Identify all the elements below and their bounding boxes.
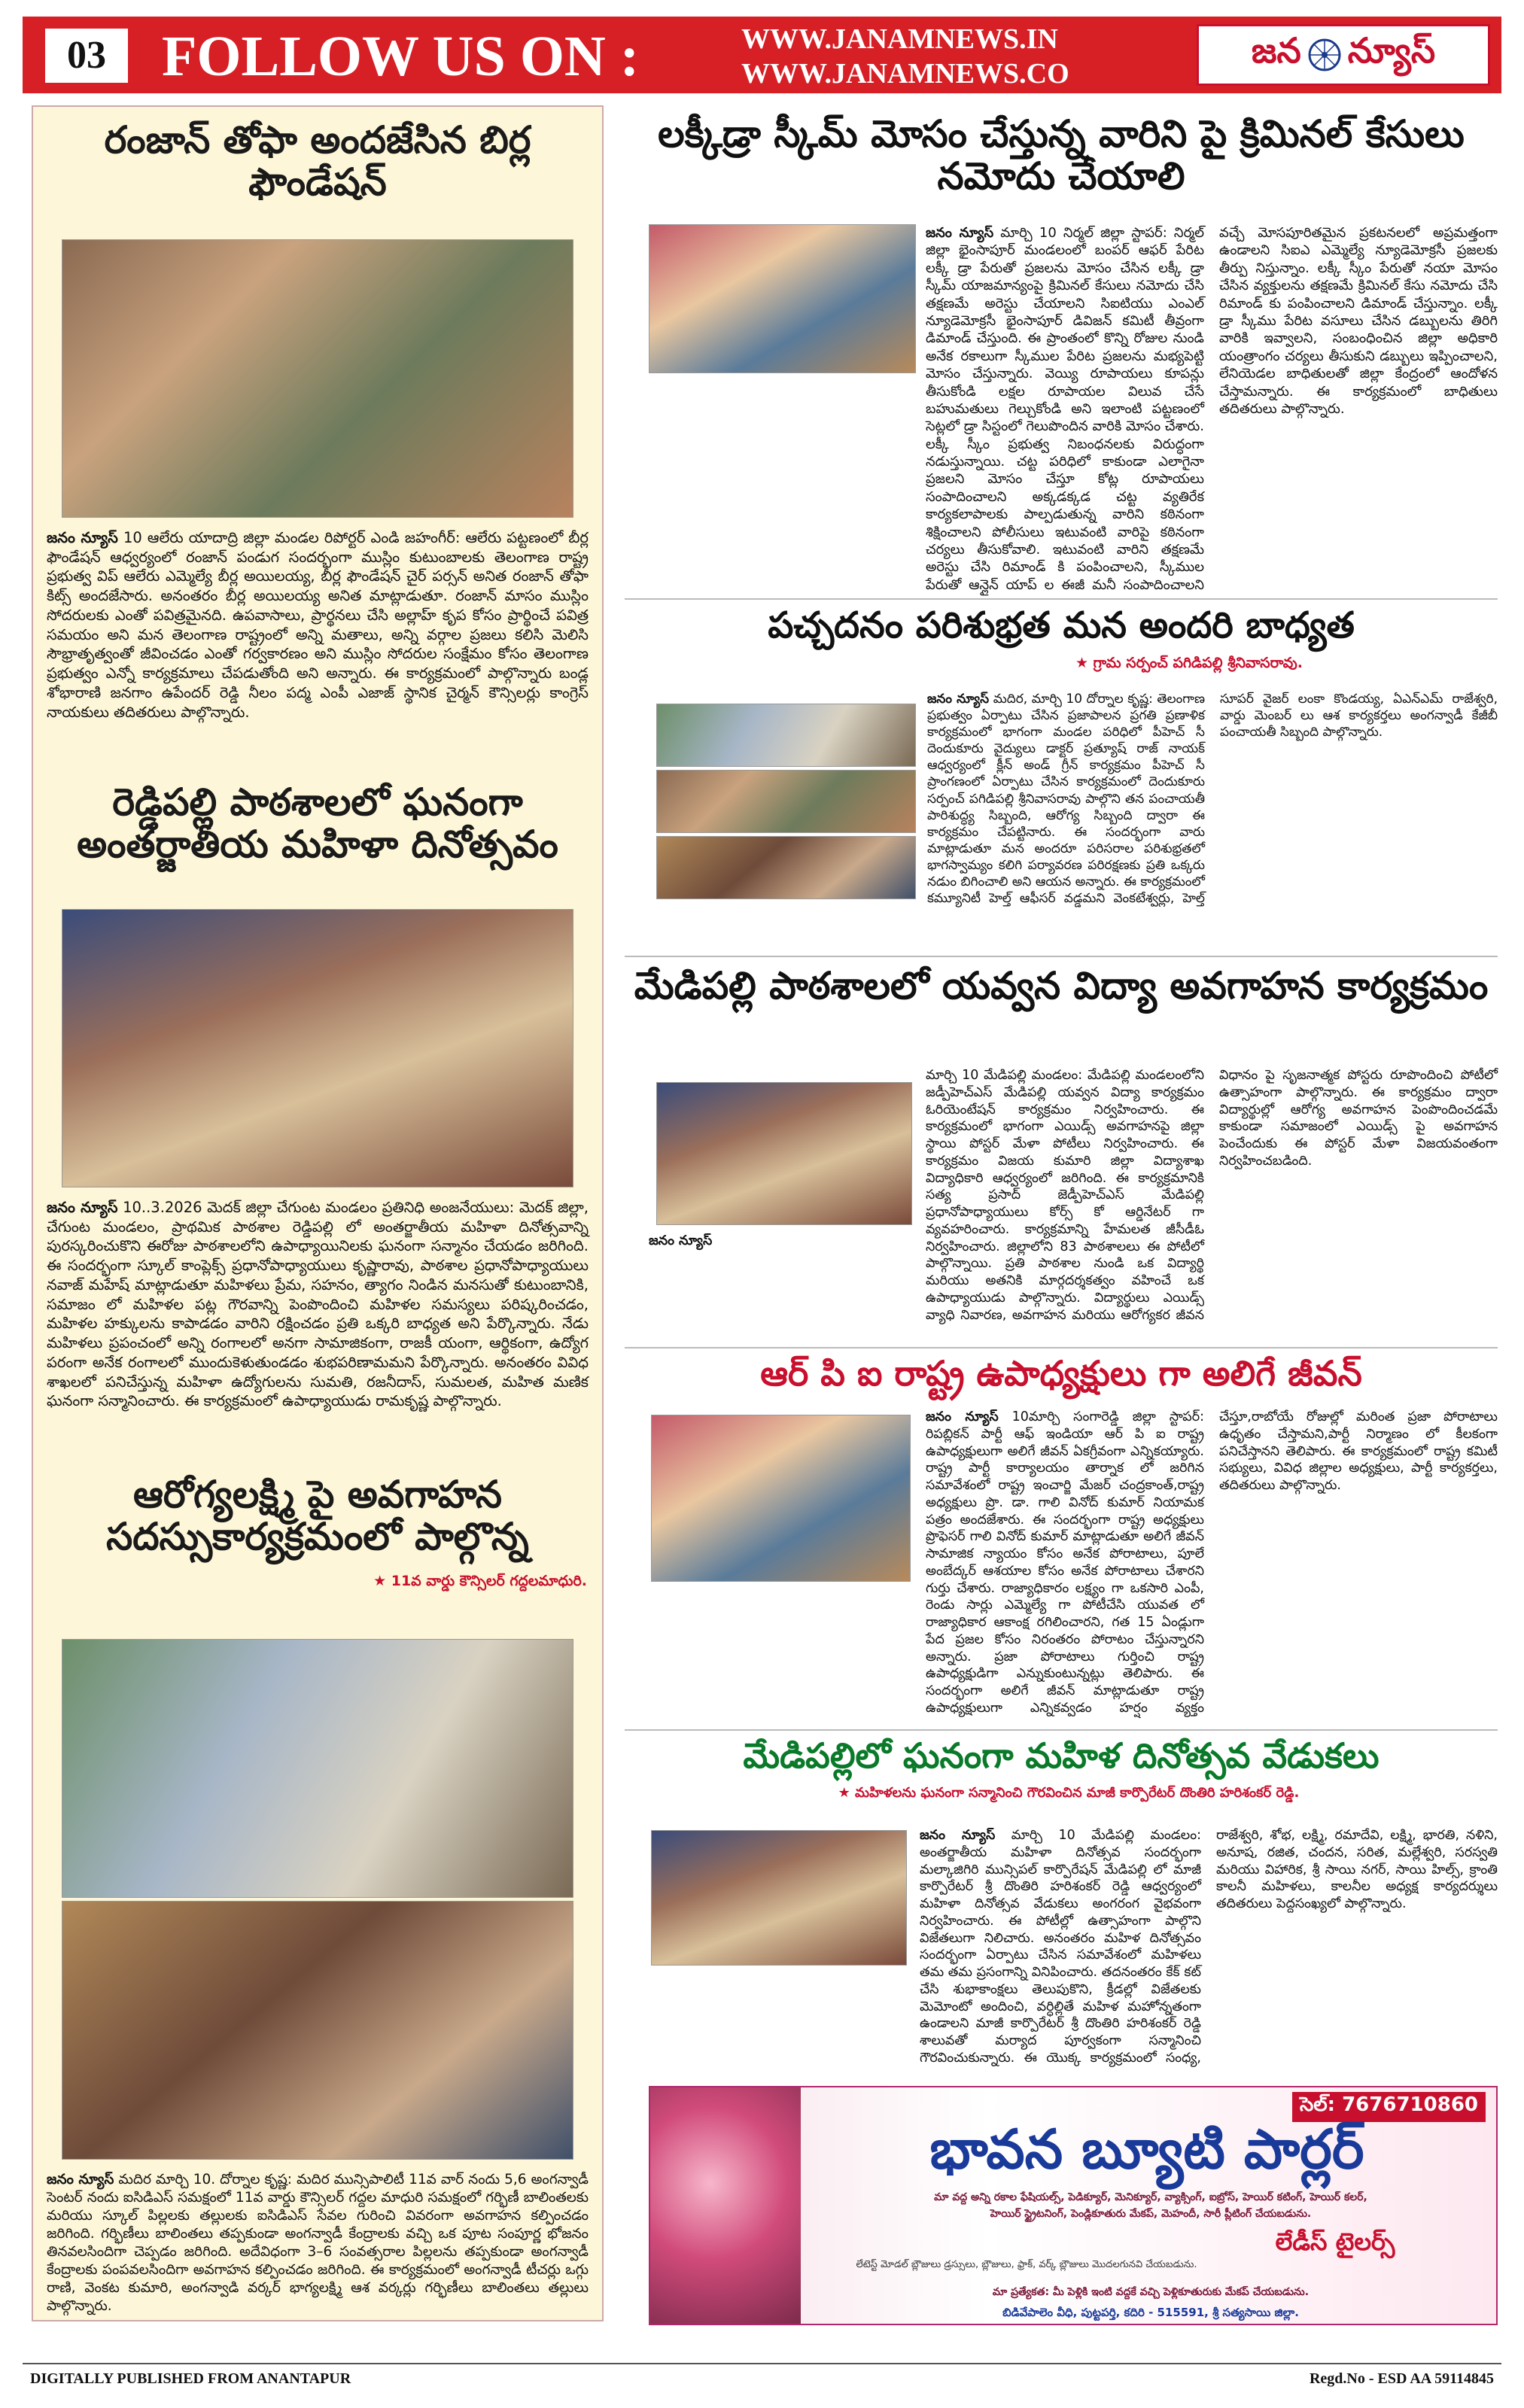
byline: జనం న్యూస్ — [926, 1409, 999, 1424]
article-body-pachadanam — [927, 691, 1498, 918]
website-link-co[interactable]: WWW.JANAMNEWS.CO — [741, 58, 1069, 90]
logo-text-left: జన — [1251, 30, 1301, 71]
article-body-ranzan — [47, 528, 589, 722]
article-title-reddipalli: రెడ్డిపల్లి పాఠశాలలో ఘనంగా అంతర్జాతీయ మహిళా దినోత్సవం — [77, 780, 558, 866]
ad-line-services: మా వద్ద అన్ని రకాల ఫేషియల్స్, పెడిక్యూర్, మెనిక్యూర్, వ్యాక్సింగ్, ఐబ్రోస్, హెయిర్ కటింగ్, హెయిర్ కలర్, — [934, 2191, 1367, 2203]
photo-ranzan-distribution — [62, 239, 573, 518]
article-body-rpi-cols — [926, 1409, 1498, 1717]
ad-address: బిడివేపాలెం వీధి, పుట్టపర్తి, కదిరి - 515591, శ్రీ సత్యసాయి జిల్లా. — [1002, 2306, 1299, 2319]
article-body-luckydraw — [926, 224, 1498, 600]
article-text: 10..3.2026 మెదక్ జిల్లా చేగుంట మండలం ప్రతినిధి అంజనేయులు: మెదక్ జిల్లా, చేగుంట మండలం, ప్రాథమిక పాఠశాల రెడ్డిపల్లి లో అంతర్జాతీయ మహిళా దినోత్సవాన్ని పురస్కరించుకొని ఈరోజు పాఠశాలలోని ఉపాధ్యాయినిలకు ఘనంగా సన్మానం చేయడం జరిగింది. ఈ సందర్భంగా స్కూల్ కాంప్లెక్స్ ప్రధానోపాధ్యాయులు కృష్ణారావు, పాఠశాల ప్రధానోపాధ్యాయులు నవాజ్ మహేష్ మాట్లాడుతూ మహిళలు ప్రేమ, సహనం, త్యాగం నిండిన మనసుతో కుటుంబానికి, సమాజం లో మహిళల పట్ల గౌరవాన్ని పెంపొందించి మహిళల సమస్యలు పరిష్కరించడం, మహిళల హక్కులను కాపాడడం వారిని రక్షించడం ప్రతి ఒక్కరి బాధ్యత అని పేర్కొన్నారు. నేడు మహిళలు ప్రపంచంలో అన్ని రంగాలలో అనగా సామాజికంగా, రాజకీ యంగా, ఆర్థికంగా, ఉద్యోగ పరంగా అనేక రంగాలలో ముందుకెళుతుండడం శుభపరిణామమని పేర్కొన్నారు. అనంతరం వివిధ శాఖలలో పనిచేస్తున్న మహిళా ఉద్యోగులను సుమతి, రజనీదాస్, సుమలత, మహిత మణిక ఘనంగా సన్మానించారు. ఈ కార్యక్రమంలో ఉపాధ్యాయుడు రామకృష్ణ పాల్గొన్నారు. — [47, 1199, 589, 1410]
footer-rule — [23, 2363, 1501, 2364]
photo-anganwadi-2 — [62, 1901, 573, 2160]
byline: జనం న్యూస్ — [649, 1233, 713, 1248]
photo-clean-green-2 — [656, 770, 916, 833]
footer-publisher: DIGITALLY PUBLISHED FROM ANANTAPUR — [30, 2370, 351, 2387]
ad-flower-image — [650, 2087, 801, 2325]
photo-poster-mela — [656, 1082, 912, 1225]
article-title-medipalli-youth: మేడిపల్లి పాఠశాలలో యవ్వన విద్యా అవగాహన కార్యక్రమం — [634, 964, 1489, 1008]
article-text: మదిర, మార్చి 10 దోర్నాల కృష్ణ: తెలంగాణ ప్రభుత్వం ఏర్పాటు చేసిన ప్రజాపాలన ప్రగతి ప్రణాళిక కార్యక్రమంలో భాగంగా మండల పరిధిలో పీహెచ్ సీ దెందుకూరు వైద్యులు డాక్టర్ ప్రత్యూష్ రాజ్ నాయక్ ఆధ్వర్యంలో క్లీన్ అండ్ గ్రీన్ కార్యక్రమం పీహెచ్ సీ ప్రాంగణంలో ఏర్పాటు చేసిన కార్యక్రమంలో దెందుకూరు సర్పంచ్ పగిడిపల్లి శ్రీనివాసరావు పాల్గొని తన పంచాయతీ పారిశుద్ధ్య సిబ్బంది, ఆరోగ్య సిబ్బంది ద్వారా ఈ కార్యక్రమం చేపట్టినారు. ఈ సందర్భంగా వారు మాట్లాడుతూ మన అందరూ పరిసరాల పరిశుభ్రతలో భాగస్వామ్యం కలిగి పర్యావరణ పరిరక్షణకు ప్రతి ఒక్కరు నడుం బిగించాలి అని ఆయన అన్నారు. ఈ కార్యక్రమంలో కమ్యూనిటీ హెల్త్ ఆఫీసర్ వడ్డమని వెంకటేశ్వర్లు, హెల్త్ సూపర్ వైజర్ లంకా కొండయ్య, ఏఎన్ఎమ్ రాజేశ్వరి, వార్డు మెంబర్ లు ఆశ కార్యకర్తలు అంగన్వాడీ కేజీబీ పంచాయతీ సిబ్బంది పాల్గొన్నారు. — [927, 692, 1498, 907]
ad-line-tailoring: లేటెస్ట్ మోడల్ బ్లౌజులు డ్రస్సులు, బ్లౌజులు, ఫ్రాక్, వర్క్ బ్లౌజులు మొదలగునవి చేయబడును. — [856, 2259, 1197, 2270]
article-text: 10మార్చి సంగారెడ్డి జిల్లా స్టాపర్: రిపబ్లికన్ పార్టీ ఆఫ్ ఇండియా ఆర్ పి ఐ రాష్ట్ర ఉపాధ్యక్షులుగా అలిగే జీవన్ ఏకగ్రీవంగా ఎన్నికయ్యారు. రాష్ట్ర పార్టీ కార్యాలయం తార్నాక లో జరిగిన సమావేశంలో రాష్ట్ర ఇంచార్జి మేజర్ చంద్రకాంత్,రాష్ట్ర అధ్యక్షులు ప్రొ. డా. గాలి వినోద్ కుమార్ నియామక పత్రం అందజేశారు. ఈ సందర్భంగా రాష్ట్ర అధ్యక్షులు ప్రొఫెసర్ గాలి వినోద్ కుమార్ మాట్లాడుతూ అలిగే జీవన్ సామాజిక న్యాయం కోసం అనేక పోరాటాలు, పూలే అంబేద్కర్ ఆశయాల కోసం అనేక పోరాటాలు చేశారని గుర్తు చేశారు. రాజ్యాధికారం లక్ష్యం గా ఒకసారి ఎంపీ, రెండు సార్లు ఎమ్మెల్యే గా పోటీచేసి యువత లో రాజ్యాధికార ఆకాంక్ష రగిలించారని, గత 15 ఏండ్లుగా పేద ప్రజల కోసం నిరంతరం పోరాటం చేస్తున్నారని అన్నారు. ప్రజా పోరాటాలు గుర్తించి రాష్ట్ర ఉపాధ్యక్షుడిగా ఎన్నుకుంటున్నట్లు తెలిపారు. ఈ సందర్భంగా అలిగే జీవన్ మాట్లాడుతూ రాష్ట్ర ఉపాధ్యక్షులుగా ఎన్నికవ్వడం హర్షం వ్యక్తం చేస్తూ,రాబోయే రోజుల్లో మరింత ప్రజా పోరాటాలు ఉధృతం చేస్తామని,పార్టీ నిర్మాణం లో కీలకంగా పనిచేస్తానని తెలిపారు. ఈ కార్యక్రమంలో రాష్ట్ర కమిటీ సభ్యులు, వివిధ జిల్లాల అధ్యక్షులు, పార్టీ కార్యకర్తలు, తదితరులు పాల్గొన్నారు. — [926, 1409, 1498, 1716]
logo — [1197, 24, 1490, 86]
article-title-luckydraw: లక్కీడ్రా స్కీమ్ మోసం చేస్తున్న వారిని పై క్రిమినల్ కేసులు నమోదు చేయాలి — [658, 112, 1465, 198]
ad-title: భావన బ్యూటి పార్లర్ — [929, 2118, 1364, 2181]
article-title-rpi: ఆర్ పి ఐ రాష్ట్ర ఉపాధ్యక్షులు గా అలిగే జీవన్ — [760, 1353, 1362, 1394]
photo-rpi-appointment — [651, 1415, 911, 1582]
photo-womens-day-group — [651, 1830, 907, 1966]
article-text: 10 ఆలేరు యాదాద్రి జిల్లా మండల రిపోర్టర్ ఎండి జహంగీర్: ఆలేరు పట్టణంలో బీర్ల ఫౌండేషన్ ఆధ్వర్యంలో రంజాన్ పండుగ సందర్భంగా ముస్లిం కుటుంబాలకు తెలంగాణ రాష్ట్ర ప్రభుత్వ విప్ ఆలేరు ఎమ్మెల్యే బీర్ల అయిలయ్య, బీర్ల ఫౌండేషన్ చైర్ పర్సన్ అనిత రంజాన్ తోఫా కిట్స్ అందజేసారు. అనంతరం బీర్ల అయిలయ్య అనిత మాట్లాడుతూ. రంజాన్ మాసం ముస్లిం సోదరులకు ఎంతో పవిత్రమైనది. ఉపవాసాలు, ప్రార్థనలు చేసి అల్లాహ్ కృప కోసం ప్రార్థించే పవిత్ర సమయం అని మన తెలంగాణ రాష్ట్రంలో అన్ని మతాలు, అన్ని వర్గాల ప్రజలు కలిసి మెలిసి సౌభ్రాతృత్వంతో జీవించడం ఎంతో గర్వకారణం అని ముస్లిం సోదరుల సంక్షేమం కోసం తెలంగాణ ప్రభుత్వం ఎన్నో కార్యక్రమాలు చేపడుతోంది అని అన్నారు. ఈ కార్యక్రమంలో పాల్గొన్నారు బండ్ల శోభారాణి జనగాం ఉపేందర్ రెడ్డి నీలం పద్మ ఎంపీ ఎజాజ్ స్థానిక చైర్మన్ కౌన్సిలర్లు కాంగ్రెస్ నాయకులు తదితరులు పాల్గొన్నారు. — [47, 529, 589, 721]
byline: జనం న్యూస్ — [926, 225, 994, 241]
article-text: మార్చి 10 నిర్మల్ జిల్లా స్టాపర్: నిర్మల్ జిల్లా భైంసాపూర్ మండలంలో బంపర్ ఆఫర్ పేరిట లక్కీ డ్రా పేరుతో ప్రజలను మోసం చేసిన లక్కీ డ్రా స్కీమ్ యాజమాన్యంపై క్రిమినల్ కేసులు నమోదు చేసి తక్షణమే అరెస్టు చేయాలని సిఐటియు ఎంఎల్ న్యూడెమోక్రసీ భైంసాపూర్ డివిజన్ కమిటీ తీవ్రంగా డిమాండ్ చేస్తుంది. ఈ ప్రాంతంలో కొన్ని రోజుల నుండి అనేక రకాలుగా స్కీముల పేరిట ప్రజలను మభ్యపెట్టి మోసం చేస్తున్నారు. వెయ్యి రూపాయలు కూపన్లు తీసుకోండి లక్షల రూపాయల విలువ చేసే బహుమతులు గెల్చుకోండి అని ఇలాంటి పట్టణంలో సెట్లలో డ్రా సిస్టంలో గెలుపొందిన వారికి మోసం చేశారు. లక్కీ స్కీం ప్రభుత్వ నిబంధనలకు విరుద్ధంగా నడుస్తున్నాయి. చట్ట పరిధిలో కాకుండా ఎలాగైనా ప్రజలని మోసం చేస్తూ కోట్ల రూపాయలు సంపాదించాలని అక్కడక్కడ చట్ట వ్యతిరేక కార్యకలాపాలకు పాల్పడుతున్న వారిని కఠినంగా శిక్షించాలని పోలీసులు ఇటువంటి వారిపై కఠినంగా చర్యలు తీసుకోవాలి. ఇటువంటి వారిని తక్షణమే అరెస్టు చేసి రిమాండ్ కి పంపించాలని, స్కీముల పేరుతో ఆన్లైన్ యాప్ ల ఈజీ మనీ సంపాదించాలని వచ్చే మోసపూరితమైన ప్రకటనలలో అప్రమత్తంగా ఉండాలని సిఐఎ ఎమ్మెల్యే న్యూడెమోక్రసీ ప్రజలకు తీర్పు నిస్తున్నాం. లక్కీ స్కీం పేరుతో నయా మోసం చేసిన వ్యక్తులను తక్షణమే క్రిమినల్ కేసు నమోదు చేసి రిమాండ్ కు పంపించాలని డిమాండ్ చేస్తున్నాం. లక్కీ డ్రా స్కీము పేరిట వసూలు చేసిన డబ్బులను తిరిగి వారికి ఇవ్వాలని, సంబంధించిన జిల్లా అధికారి యంత్రాంగం చర్యలు తీసుకుని డబ్బులు ఇప్పించాలని, లేనియెడల బాధితులతో జిల్లా కేంద్రంలో ఆందోళన చేస్తామన్నారు. ఈ కార్యక్రమంలో బాధితులు తదితరులు పాల్గొన్నారు. — [926, 225, 1498, 593]
article-subline-pachadanam: ★ గ్రామ సర్పంచ్ పగిడిపల్లి శ్రీనివాసరావు. — [1075, 655, 1303, 671]
photo-anganwadi-1 — [62, 1639, 573, 1898]
photo-iftu-meeting — [649, 224, 916, 373]
ad-beauty-parlour — [649, 2086, 1498, 2325]
photo-clean-green-1 — [656, 704, 916, 767]
article-body-arogyalakshmi — [47, 2171, 589, 2315]
article-title-pachadanam: పచ్చదనం పరిశుభ్రత మన అందరి బాధ్యత — [768, 604, 1355, 646]
article-text: మార్చి 10 మేడిపల్లి మండలం: అంతర్జాతీయ మహిళా దినోత్సవ సందర్భంగా మల్కాజిగిరి మున్సిపల్ కార్పొరేషన్ మేడిపల్లి లో మాజీ కార్పొరేటర్ శ్రీ దొంతిరి హరిశంకర్ రెడ్డి ఆధ్వర్యంలో మహిళా దినోత్సవ వేడుకలు అంగరంగ వైభవంగా నిర్వహించారు. ఈ పోటీల్లో ఉత్సాహంగా పాల్గొని విజేతలుగా నిలిచారు. అనంతరం మహిళ దినోత్సవం సందర్భంగా ఏర్పాటు చేసిన సమావేశంలో మహిళలు తమ తమ ప్రసంగాన్ని వినిపించారు. తదనంతరం కేక్ కట్ చేసి శుభాకాంక్షలు తెలుపుకొని, క్రీడల్లో విజేతలకు మెమోంటో అందించి, వర్ధిల్లితే మహిళ మహోన్నతంగా ఉండాలని మాజీ కార్పొరేటర్ శ్రీ దొంతిరి హరిశంకర్ రెడ్డి శాలువతో మర్యాద పూర్వకంగా సన్మానించి గౌరవించుకున్నారు. ఈ యొక్క కార్యక్రమంలో సంధ్య, రాజేశ్వరి, శోభ, లక్ష్మి, రమాదేవి, లక్ష్మి, భారతి, నళిని, అనూష, రజిత, చందన, సరిత, మల్లేశ్వరి, సరస్వతి మరియు విహారిక, శ్రీ సాయి నగర్, సాయి హిల్స్, క్రాంతి కాలనీ మహిళలు, కాలనీల అధ్యక్ష కార్యదర్శులు తదితరులు పెద్దసంఖ్యలో పాల్గొన్నారు. — [920, 1828, 1498, 2066]
byline: జనం న్యూస్ — [47, 529, 118, 546]
section-divider — [625, 1729, 1498, 1731]
chakra-icon — [1307, 38, 1342, 72]
photo-clean-green-3 — [656, 836, 916, 899]
article-body-medipalli-youth-cols — [926, 1067, 1498, 1334]
article-title-medipalli-womens-day: మేడిపల్లిలో ఘనంగా మహిళ దినోత్సవ వేడుకలు — [743, 1735, 1380, 1776]
follow-us-label: FOLLOW US ON : — [162, 25, 640, 88]
article-title-ranzan: రంజాన్ తోఫా అందజేసిన బిర్ల ఫౌండేషన్ — [104, 118, 531, 204]
ad-line-services-2: హెయిర్ స్ట్రైటనింగ్, పెండ్లికూతురు మేకప్, మెహందీ, సారీ ప్లీటింగ్ చేయబడును. — [990, 2208, 1312, 2220]
website-link-in[interactable]: WWW.JANAMNEWS.IN — [741, 23, 1058, 55]
article-body-womens-day-cols — [920, 1827, 1498, 2083]
article-text: మదిర మార్చి 10. దోర్నాల కృష్ణ: మదిర మున్సిపాలిటీ 11వ వార్ నందు 5,6 అంగన్వాడీ సెంటర్ నందు ఐసిడిఎస్ సమక్షంలో 11వ వార్డు కౌన్సిలర్ గద్దల మాధురి సమక్షంలో గర్భిణీ బాలింతలకు మరియు స్కూల్ పిల్లలకు తల్లులకు ఐసిడిఎస్ సేవల గురించి వివరంగా అవగాహన కల్పించడం జరిగింది. గర్భిణీలు బాలింతలు తప్పకుండా అంగన్వాడీ కేంద్రాలకు వచ్చి ఒక పూట సంపూర్ణ భోజనం తినవలసిందిగా చెప్పడం జరిగింది. అదేవిధంగా 3–6 సంవత్సరాల పిల్లలను తప్పకుండా అంగన్వాడీ కేంద్రాలకు పంపవలసిందిగా అవగాహన కల్పించడం జరిగింది. ఈ కార్యక్రమంలో అంగన్వాడీ టీచర్లు ఒగ్గు రాణి, వెంకట కుమారి, అంగన్వాడి వర్కర్ భాగ్యలక్ష్మి ఆశ వర్కర్లు గర్భిణీలు బాలింతలు తల్లులు పాల్గొన్నారు. — [47, 2172, 589, 2315]
article-body-reddipalli — [47, 1198, 589, 1411]
article-subline-medipalli-womens-day: ★ మహిళలను ఘనంగా సన్మానించి గౌరవించిన మాజీ కార్పొరేటర్ దొంతిరి హరిశంకర్ రెడ్డి. — [838, 1785, 1300, 1801]
page-number: 03 — [45, 29, 128, 83]
section-divider — [625, 956, 1498, 957]
byline: జనం న్యూస్ — [927, 692, 990, 707]
article-text: మార్చి 10 మేడిపల్లి మండలం: మేడిపల్లి మండలంలోని జడ్పీహెచ్ఎస్ మేడిపల్లి యవ్వన విద్యా కార్యక్రమం ఓరియెంటేషన్ కార్యక్రమం నిర్వహించారు. ఈ కార్యక్రమంలో భాగంగా ఎయిడ్స్ అవగాహనపై జిల్లా స్థాయి పోస్టర్ మేళా పోటీలు నిర్వహించారు. ఈ కార్యక్రమం విజయ కుమారి జిల్లా విద్యాశాఖ విద్యాధికారి ఆధ్వర్యంలో జరిగింది. ఈ కార్యక్రమానికి సత్య ప్రసాద్ జెడ్పీహెచ్ఎస్ మేడిపల్లి ప్రధానోపాధ్యాయులు కోర్స్ కో ఆర్డినేటర్ గా వ్యవహరించారు. కార్యక్రమాన్ని హేమలత జీసీడీఓ నిర్వహించారు. జిల్లాలోని 83 పాఠశాలలు ఈ పోటీలో పాల్గొన్నాయి. ప్రతి పాఠశాల నుండి ఒక విద్యార్థి మరియు అతనికి మార్గదర్శకత్వం వహించే ఒక ఉపాధ్యాయుడు పాల్గొన్నారు. విద్యార్థులు ఎయిడ్స్ వ్యాధి నివారణ, అవగాహన మరియు ఆరోగ్యకర జీవన విధానం పై సృజనాత్మక పోస్టరు రూపొందించి పోటీలో ఉత్సాహంగా పాల్గొన్నారు. ఈ కార్యక్రమం ద్వారా విద్యార్థుల్లో ఆరోగ్య అవగాహన పెంపొందించడమే కాకుండా సమాజంలో ఎయిడ్స్ పై అవగాహన పెంచేందుకు ఈ పోస్టర్ మేళా విజయవంతంగా నిర్వహించబడింది. — [926, 1068, 1498, 1323]
article-title-arogyalakshmi: ఆరోగ్యలక్ష్మి పై అవగాహన సదస్సుకార్యక్రమంలో పాల్గొన్న — [106, 1473, 529, 1558]
ad-line-special: మా ప్రత్యేకత: మీ పెళ్లికి ఇంటి వద్దకే వచ్చి పెళ్లికూతురుకు మేకప్ చేయబడును. — [992, 2286, 1310, 2298]
footer-registration: Regd.No - ESD AA 59114845 — [1309, 2370, 1494, 2387]
article-subline-arogyalakshmi: ★ 11వ వార్డు కౌన్సిలర్ గద్దలమాధురి. — [373, 1573, 587, 1589]
section-divider — [625, 598, 1498, 600]
byline: జనం న్యూస్ — [47, 2172, 114, 2188]
article-body-medipalli-youth — [649, 1233, 916, 1287]
photo-reddipalli-school — [62, 909, 573, 1187]
ad-phone: సెల్: 7676710860 — [1292, 2092, 1486, 2122]
logo-text-right: న్యూస్ — [1347, 30, 1436, 71]
byline: జనం న్యూస్ — [47, 1199, 118, 1216]
byline: జనం న్యూస్ — [920, 1828, 996, 1843]
ad-tag-tailors: లేడీస్ టైలర్స్ — [1275, 2227, 1395, 2256]
section-divider — [625, 1347, 1498, 1348]
